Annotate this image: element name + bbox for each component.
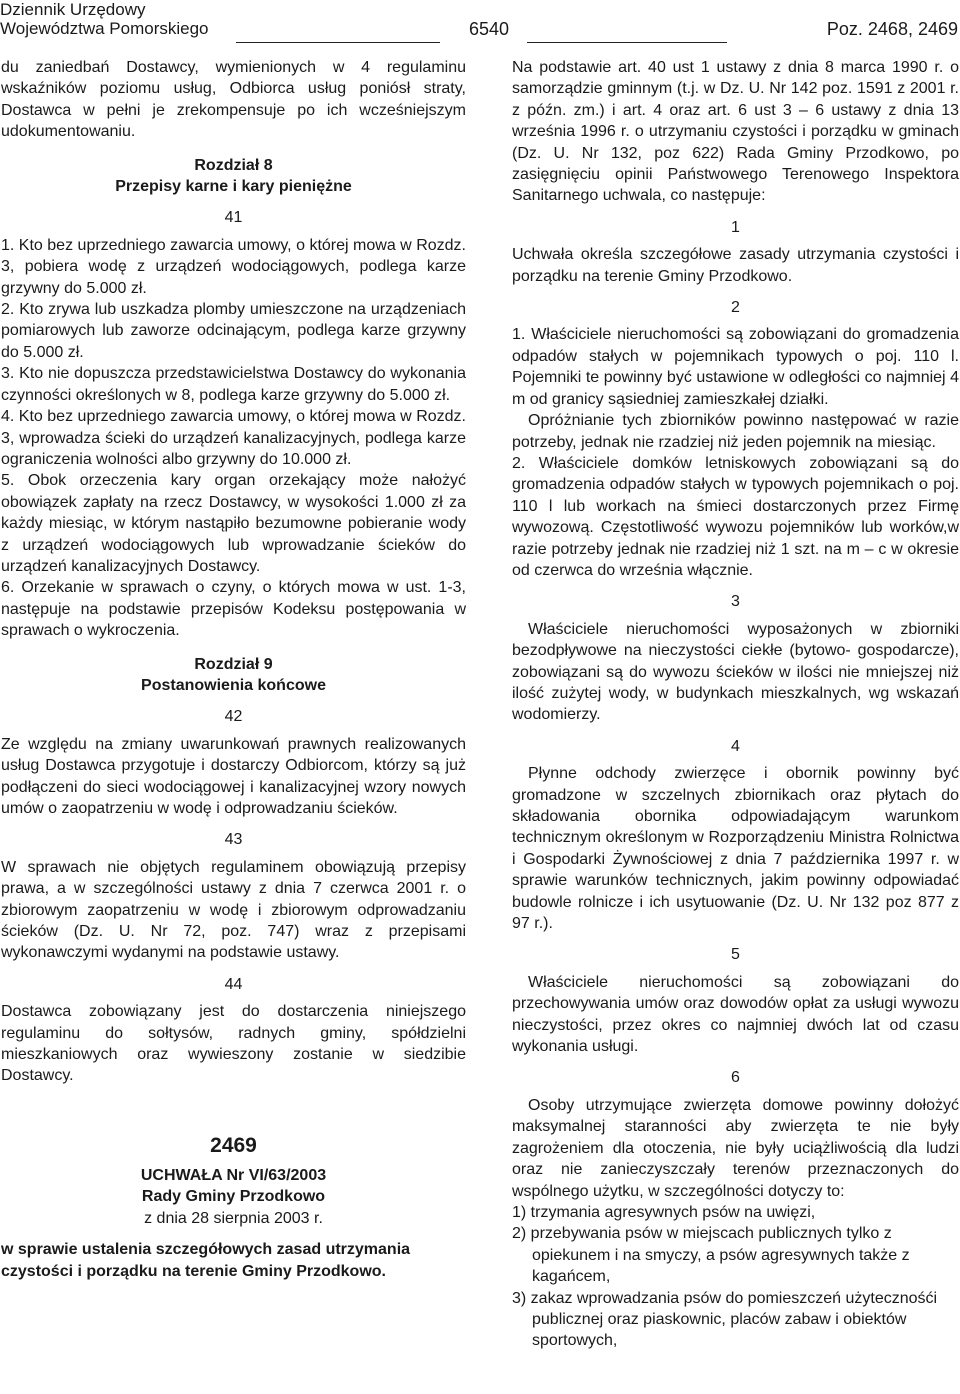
- section-3-heading: 3: [731, 593, 740, 611]
- chapter-9-title: Rozdział 9: [194, 655, 273, 673]
- left-column: [1, 57, 466, 1282]
- section-6-list-item-3: 3) zakaz wprowadzania psów do pomieszczeń użytecznośći publicznej oraz piaskownic, placów zabaw i obiektów sportowych,: [512, 1289, 938, 1350]
- resolution-date: z dnia 28 sierpnia 2003 r.: [144, 1209, 323, 1227]
- header-rule-left: [236, 42, 440, 43]
- section-44-text: Dostawca zobowiązany jest do dostarczenia niniejszego regulaminu do sołtysów, radnych gminy, spółdzielni mieszkaniowych oraz wywieszony zostanie w siedzibie Dostawcy.: [1, 1003, 466, 1085]
- section-2-item-1-cont: Opróżnianie tych zbiorników powinno następować w razie potrzeby, jednak nie rzadziej niż jeden pojemnik na miesiąc.: [512, 412, 959, 451]
- section-6-list-item-1: 1) trzymania agresywnych psów na uwięzi,: [512, 1203, 816, 1221]
- section-5-heading: 5: [731, 946, 740, 964]
- section-6-heading: 6: [731, 1069, 740, 1087]
- page-header: [0, 0, 960, 42]
- position-numbers: Poz. 2468, 2469: [826, 19, 958, 39]
- section-41-item-2: 2. Kto zrywa lub uszkadza plomby umieszczone na urządzeniach pomiarowych lub zaworze odcinającym, podlega karze grzywny do 5.000 zł.: [1, 301, 466, 361]
- journal-title-line2: Województwa Pomorskiego: [0, 19, 209, 38]
- section-4-text: Płynne odchody zwierzęce i obornik powinny być gromadzone w szczelnych zbiornikach oraz płytach do składowania obornika odpowiadającym warunkom technicznym określonym w Rozporządzeniu Ministra Rolnictwa i Gospodarki Żywnościowej z dnia 7 października 1997 r. w sprawie warunków technicznych, jakim powinny odpowiadać budowle rolnicze i ich usytuowanie (Dz. U. Nr 132 poz 877 z 97 r.).: [512, 765, 959, 933]
- resolution-council: Rady Gminy Przodkowo: [141, 1188, 326, 1206]
- section-2-item-2: 2. Właściciele domków letniskowych zobowiązani są do gromadzenia odpadów stałych w typowych pojemnikach o poj. 110 l lub workach na śmieci dostarczonych przez Firmę wywozową. Częstotliwość wywozu pojemników lub worków,w razie potrzeby jednak nie rzadziej niż 1 szt. na m – c w okresie od czerwca do września włącznie.: [512, 454, 959, 579]
- section-1-text: Uchwała określa szczegółowe zasady utrzymania czystości i porządku na terenie Gminy Przodkowo.: [512, 246, 959, 285]
- section-1-heading: 1: [731, 218, 740, 236]
- section-43-text: W sprawach nie objętych regulaminem obowiązują przepisy prawa, a w szczególności ustawy z dnia 7 czerwca 2001 r. o zbiorowym zaopatrzeniu w wodę i zbiorowym odprowadzaniu ścieków (Dz. U. Nr 72, poz. 747) wraz z przepisami wykonawczymi wydanymi na podstawie ustawy.: [1, 858, 466, 962]
- section-4-heading: 4: [731, 737, 740, 755]
- section-42-text: Ze względu na zmiany uwarunkowań prawnych realizowanych usług Dostawca przygotuje i dostarczy Odbiorcom, którzy są już podłączeni do sieci wodociągowej i kanalizacyjnej wzory nowych umów o zaopatrzeniu w wodę i odprowadzaniu ścieków.: [1, 735, 466, 817]
- section-6-text: Osoby utrzymujące zwierzęta domowe powinny dołożyć maksymalnej staranności aby zwierzęta te nie były zagrożeniem dla otoczenia, nie były uciążliwością dla ludzi oraz nie zanieczyszczały terenów przeznaczonych do wspólnego użytku, w szczególności dotyczy to:: [512, 1096, 959, 1200]
- journal-title-line1: Dziennik Urzędowy: [0, 0, 146, 19]
- chapter-8-subtitle: Przepisy karne i kary pieniężne: [115, 178, 352, 196]
- resolution-title: UCHWAŁA Nr VI/63/2003: [140, 1166, 327, 1184]
- section-2-heading: 2: [731, 299, 740, 317]
- header-rule-right: [527, 42, 727, 43]
- section-5-text: Właściciele nieruchomości są zobowiązani do przechowywania umów oraz dowodów opłat za usługi wywozu nieczystości, przez okres co najmniej dwóch lat od czasu wykonania usługi.: [512, 973, 959, 1056]
- chapter-8-title: Rozdział 8: [194, 156, 273, 174]
- section-41-item-3: 3. Kto nie dopuszcza przedstawicielstwa Dostawcy do wykonania czynności określonych w 8, podlega karze grzywny do 5.000 zł.: [1, 365, 466, 404]
- section-42-heading: 42: [224, 708, 243, 726]
- resolution-number: 2469: [210, 1133, 257, 1157]
- section-6-list-item-2: 2) przebywania psów w miejscach publicznych tylko z opiekunem i na smyczy, a psów agresywnych także z kagańcem,: [512, 1225, 910, 1286]
- section-41-item-6: 6. Orzekanie w sprawach o czyny, o których mowa w ust. 1-3, następuje na podstawie przepisów Kodeksu postępowania w sprawach o wykroczenia.: [1, 579, 466, 640]
- journal-title: [0, 0, 209, 38]
- section-41-heading: 41: [224, 209, 243, 227]
- section-43-heading: 43: [224, 831, 243, 849]
- section-41-item-5: 5. Obok orzeczenia kary organ orzekający może nałożyć obowiązek zapłaty na rzecz Dostawcy, w wysokości 1.000 zł za każdy miesiąc, w którym nastąpiło bezumowne pobieranie wody z urządzeń wodociągowych lub wprowadzanie ścieków do urządzeń kanalizacyjnych Dostawcy.: [1, 472, 466, 575]
- section-41-item-4: 4. Kto bez uprzedniego zawarcia umowy, o której mowa w Rozdz. 3, wprowadza ścieki do urządzeń kanalizacyjnych, podlega karze ograniczenia wolności albo grzywny do 10.000 zł.: [1, 408, 466, 468]
- section-41-item-1: 1. Kto bez uprzedniego zawarcia umowy, o której mowa w Rozdz. 3, pobiera wodę z urządzeń wodociągowych, podlega karze grzywny do 5.000 zł.: [1, 236, 466, 297]
- section-44-heading: 44: [224, 975, 243, 993]
- right-column: [512, 57, 959, 1352]
- intro-paragraph: du zaniedbań Dostawcy, wymienionych w 4 regulaminu wskaźników poziomu usług, Odbiorca usług poniósł straty, Dostawca w pełni je zrekompensuje po ich wcześniejszym udokumentowaniu.: [1, 59, 466, 141]
- section-2-item-1: 1. Właściciele nieruchomości są zobowiązani do gromadzenia odpadów stałych w pojemnikach typowych o poj. 110 l. Pojemniki te powinny być ustawione w odległości co najmniej 4 m od granicy sąsiedniej zamieszkałej działki.: [512, 326, 959, 408]
- page-number: 6540: [469, 19, 510, 39]
- chapter-9-subtitle: Postanowienia końcowe: [141, 676, 326, 694]
- section-3-text: Właściciele nieruchomości wyposażonych w zbiorniki bezodpływowe na nieczystości ciekłe (bytowo- gospodarcze), zobowiązani są do wywozu ścieków w ilości nie mniejszej niż ilość zużytej wody, w budynkach mieszkalnych, wg wskazań wodomierzy.: [512, 620, 959, 724]
- resolution-subject: w sprawie ustalenia szczegółowych zasad utrzymania czystości i porządku na terenie Gminy Przodkowo.: [1, 1241, 411, 1280]
- preamble: Na podstawie art. 40 ust 1 ustawy z dnia 8 marca 1990 r. o samorządzie gminnym (t.j. w Dz. U. Nr 142 poz. 1591 z 2001 r. z późn. zm.) i art. 4 oraz art. 6 ust 3 – 6 ustawy z dnia 13 września 1996 r. o utrzymaniu czystości i porządku w gminach (Dz. U. Nr 132, poz 622) Rada Gminy Przodkowo, po zasięgnięciu opinii Państwowego Terenowego Inspektora Sanitarnego uchwala, co następuje:: [512, 59, 959, 205]
